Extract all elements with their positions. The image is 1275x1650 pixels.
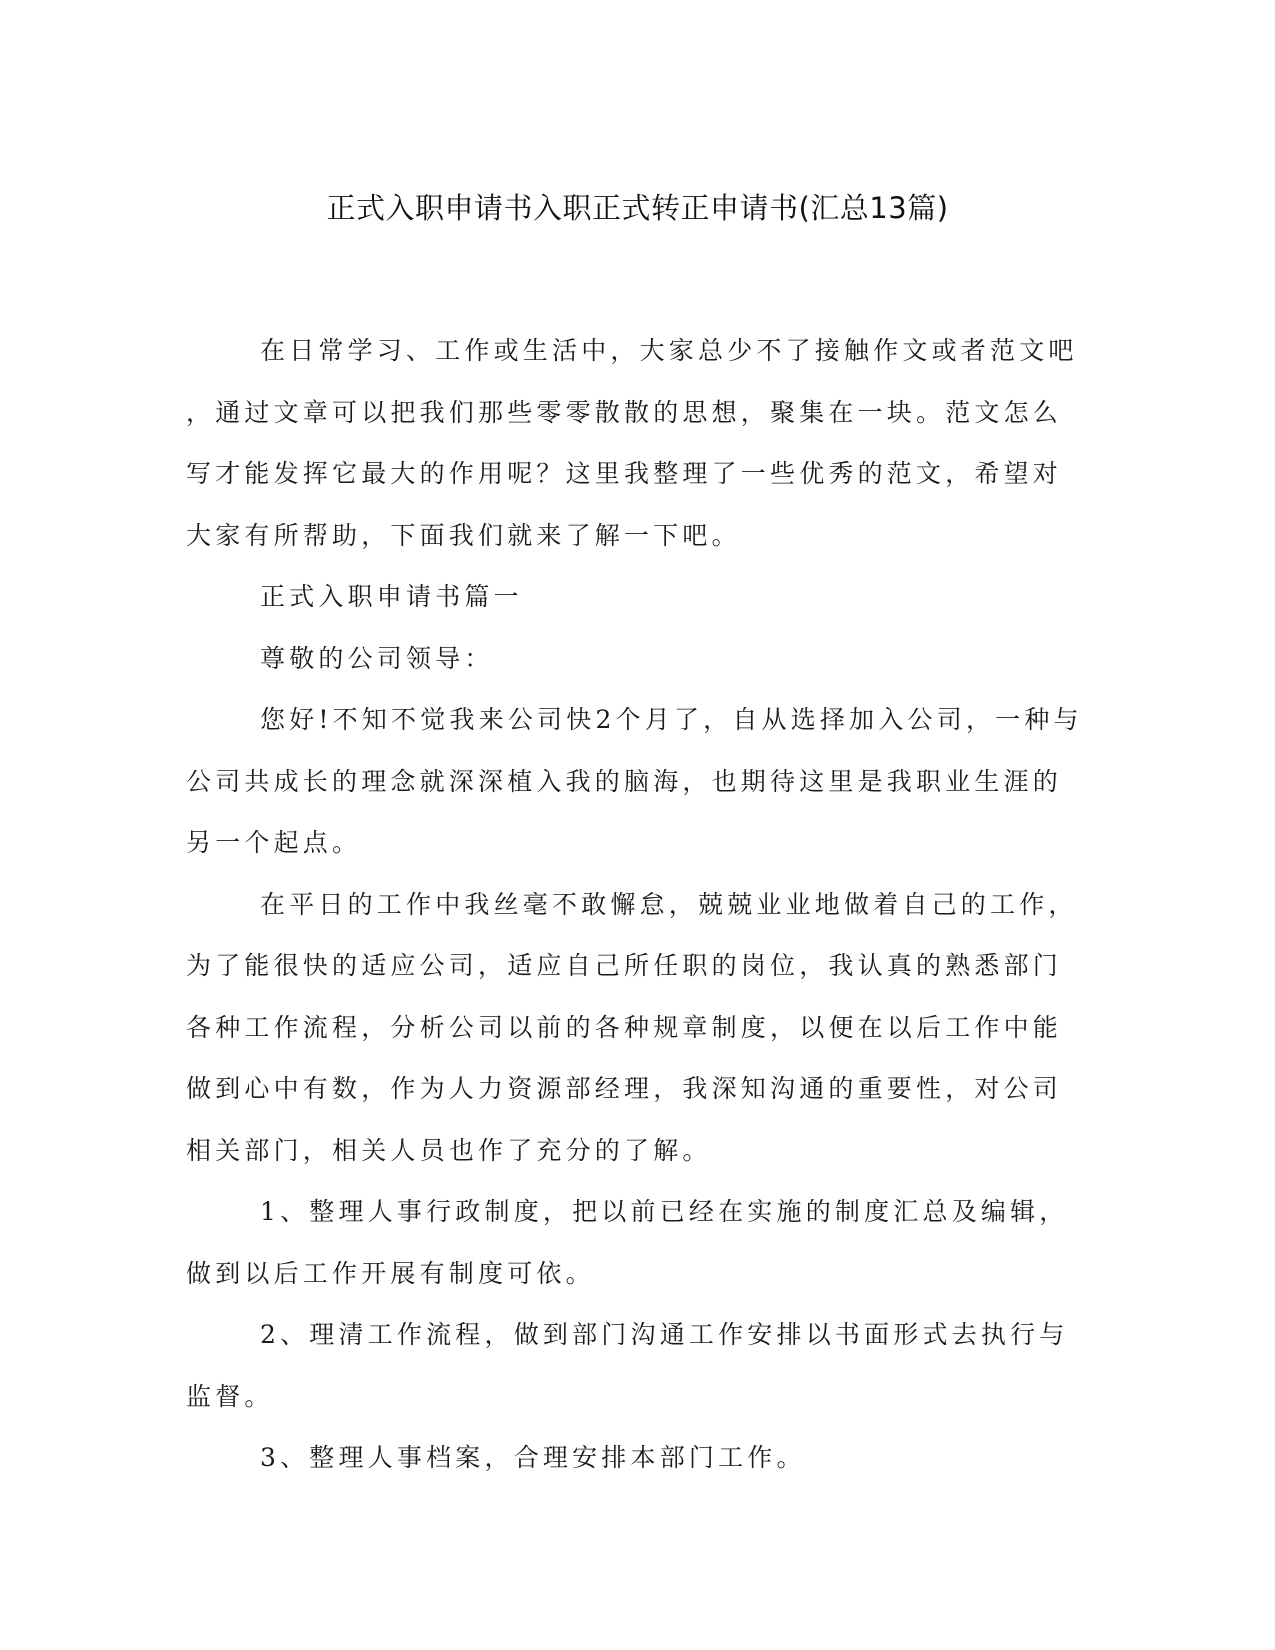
list-item-2: 2、理清工作流程，做到部门沟通工作安排以书面形式去执行与 监督。 xyxy=(186,1320,1069,1411)
paragraph-greeting: 您好!不知不觉我来公司快2个月了，自从选择加入公司，一种与 公司共成长的理念就深深植入我的脑海，也期待这里是我职业生涯的 另一个起点。 xyxy=(186,705,1083,857)
salutation: 尊敬的公司领导： xyxy=(260,643,494,673)
paragraph-work: 在平日的工作中我丝毫不敢懈怠，兢兢业业地做着自己的工作， 为了能很快的适应公司，适应自己所任职的岗位，我认真的熟悉部门 各种工作流程，分析公司以前的各种规章制度，以便在以后工作中能 做到心中有数，作为人力资源部经理，我深知沟通的重要性，对公司 相关部门，相关人员也作了充分的了解。 xyxy=(186,889,1078,1165)
document-title: 正式入职申请书入职正式转正申请书(汇总13篇) xyxy=(326,191,949,225)
document-body xyxy=(186,320,1086,1489)
paragraph-intro: 在日常学习、工作或生活中，大家总少不了接触作文或者范文吧 ，通过文章可以把我们那些零零散散的思想，聚集在一块。范文怎么 写才能发挥它最大的作用呢？这里我整理了一些优秀的范文，希望对 大家有所帮助，下面我们就来了解一下吧。 xyxy=(186,336,1078,550)
list-item-1: 1、整理人事行政制度，把以前已经在实施的制度汇总及编辑， 做到以后工作开展有制度可依。 xyxy=(186,1197,1069,1288)
section-heading: 正式入职申请书篇一 xyxy=(260,582,523,611)
list-item-3: 3、整理人事档案，合理安排本部门工作。 xyxy=(260,1443,806,1472)
